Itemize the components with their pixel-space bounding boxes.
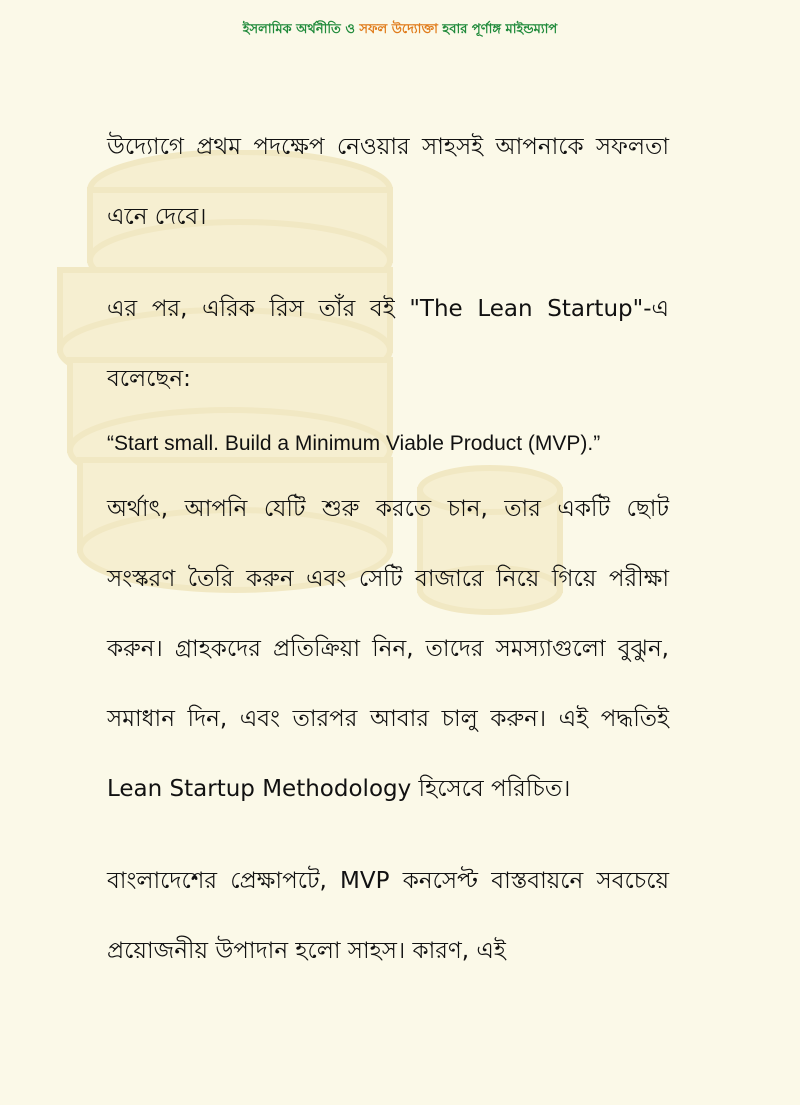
paragraph-2: এর পর, এরিক রিস তাঁর বই "The Lean Startup"-এ বলেছেন: [107, 296, 669, 392]
paragraph-4: বাংলাদেশের প্রেক্ষাপটে, MVP কনসেপ্ট বাস্তবায়নে সবচেয়ে প্রয়োজনীয় উপাদান হলো সাহস। কারণ, এই [107, 868, 669, 964]
header-title-part2: সফল উদ্যোক্তা [359, 22, 438, 37]
paragraph-1: উদ্যোগে প্রথম পদক্ষেপ নেওয়ার সাহসই আপনাকে সফলতা এনে দেবে। [107, 134, 669, 230]
quote-text: “Start small. Build a Minimum Viable Product (MVP).” [107, 432, 601, 455]
page-content [107, 112, 669, 986]
paragraph-3: অর্থাৎ, আপনি যেটি শুরু করতে চান, তার একটি ছোট সংস্করণ তৈরি করুন এবং সেটি বাজারে নিয়ে গিয়ে পরীক্ষা করুন। গ্রাহকদের প্রতিক্রিয়া নিন, তাদের সমস্যাগুলো বুঝুন, সমাধান দিন, এবং তারপর আবার চালু করুন। এই পদ্ধতিই Lean Startup Methodology হিসেবে পরিচিত। [107, 496, 669, 802]
header-title-part1: ইসলামিক অর্থনীতি ও [242, 22, 355, 37]
page-header [0, 20, 800, 41]
header-title-part3: হবার পূর্ণাঙ্গ মাইন্ডম্যাপ [442, 22, 558, 37]
